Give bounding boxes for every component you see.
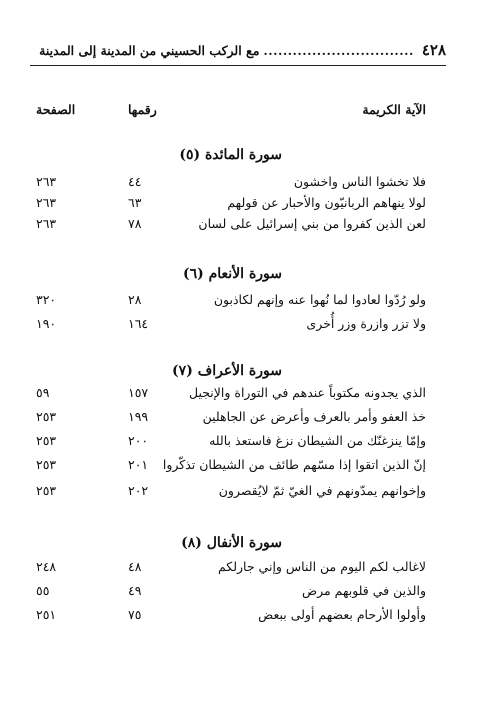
verse-number: ٤٤ (128, 174, 142, 189)
verse-number: ٢٨ (128, 292, 142, 307)
index-row (0, 483, 478, 505)
page-reference: ٢٦٣ (36, 195, 57, 210)
header-leader-dots: ............................... (263, 42, 414, 58)
index-row (0, 195, 478, 217)
verse-number: ٢٠١ (128, 457, 149, 472)
index-row (0, 457, 478, 479)
page-reference: ٢٥٣ (36, 457, 57, 472)
column-header-page: الصفحة (36, 102, 76, 117)
page-reference: ٢٥٣ (36, 483, 57, 498)
verse-number: ٦٣ (128, 195, 142, 210)
index-row (0, 292, 478, 314)
verse-number: ١٦٤ (128, 316, 149, 331)
page-reference: ٢٦٣ (36, 174, 57, 189)
index-row (0, 559, 478, 581)
surah-heading: سورة المائدة (٥) (179, 147, 282, 163)
index-row (0, 385, 478, 407)
index-row (0, 409, 478, 431)
page-reference: ٥٩ (36, 385, 50, 400)
verse-text: خذ العفو وأمر بالعرف وأعرض عن الجاهلين (202, 409, 426, 424)
verse-text: وإمّا ينزغنّك من الشيطان نزغ فاستعذ بالله (209, 433, 426, 448)
book-title: مع الركب الحسيني من المدينة إلى المدينة (39, 42, 260, 58)
verse-number: ١٩٩ (128, 409, 149, 424)
surah-heading: سورة الأنفال (٨) (181, 535, 282, 551)
index-row (0, 316, 478, 338)
page-reference: ٢٦٣ (36, 216, 57, 231)
index-row (0, 216, 478, 238)
verse-text: لعن الذين كفروا من بني إسرائيل على لسان (198, 216, 426, 231)
verse-text: الذي يجدونه مكتوباً عندهم في التوراة والإنجيل (189, 385, 426, 400)
page-reference: ٢٥٣ (36, 409, 57, 424)
verse-number: ٧٥ (128, 607, 142, 622)
column-header-verse: الآية الكريمة (362, 102, 426, 117)
verse-text: لاغالب لكم اليوم من الناس وإني جارلكم (217, 559, 426, 574)
surah-heading: سورة الأعراف (٧) (172, 363, 282, 379)
column-header-number: رقمها (128, 102, 157, 117)
verse-number: ٢٠٢ (128, 483, 149, 498)
verse-text: ولا تزر وازرة وزر أُخرى (306, 316, 426, 331)
verse-text: فلا تخشوا الناس واخشون (293, 174, 426, 189)
page-reference: ١٩٠ (36, 316, 57, 331)
page-reference: ٣٢٠ (36, 292, 57, 307)
verse-text: وأولوا الأرحام بعضهم أولى ببعض (258, 607, 426, 622)
header-rule (30, 65, 446, 66)
verse-number: ٤٨ (128, 559, 142, 574)
verse-text: لولا ينهاهم الربانيّون والأحبار عن قولهم (227, 195, 426, 210)
verse-text: ولو رُدّوا لعادوا لما نُهوا عنه وإنهم لكاذبون (213, 292, 426, 307)
verse-number: ٧٨ (128, 216, 142, 231)
page-reference: ٢٥١ (36, 607, 57, 622)
index-row (0, 174, 478, 196)
verse-text: إنّ الذين اتقوا إذا مسّهم طائف من الشيطان تذكّروا (162, 457, 426, 472)
page-reference: ٢٤٨ (36, 559, 57, 574)
verse-text: وإخوانهم يمدّونهم في الغيّ ثمّ لايُقصرون (218, 483, 426, 498)
surah-heading: سورة الأنعام (٦) (182, 266, 282, 282)
page-number: ٤٢٨ (421, 41, 446, 59)
verse-number: ١٥٧ (128, 385, 149, 400)
verse-text: والذين في قلوبهم مرض (301, 583, 426, 598)
index-row (0, 583, 478, 605)
verse-number: ٤٩ (128, 583, 142, 598)
page-reference: ٢٥٣ (36, 433, 57, 448)
running-header (30, 38, 446, 62)
verse-number: ٢٠٠ (128, 433, 149, 448)
index-row (0, 433, 478, 455)
index-row (0, 607, 478, 629)
page-reference: ٥٥ (36, 583, 50, 598)
